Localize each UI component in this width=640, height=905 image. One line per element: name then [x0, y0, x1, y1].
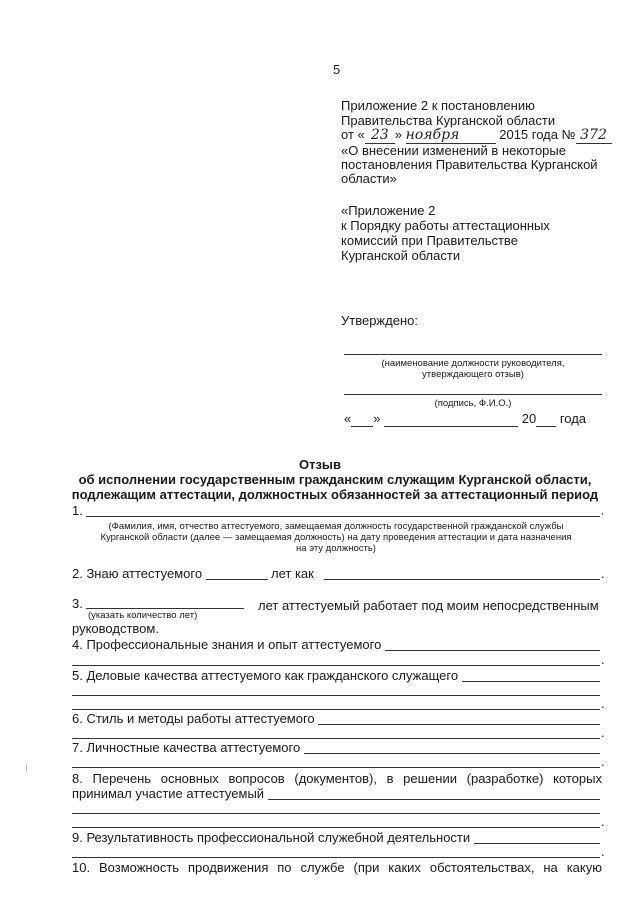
date-month-handwritten: ноября	[406, 128, 496, 144]
item-5-line-3	[72, 709, 600, 710]
header-line-5: постановления Правительства Курганской	[341, 157, 598, 172]
header-line-6: области»	[341, 171, 397, 186]
header-line-1: Приложение 2 к постановлению	[341, 98, 535, 113]
document-subtitle-1: об исполнении государственным гражданским служащим Курганской области,	[78, 472, 592, 487]
item-6-line-1	[318, 724, 600, 725]
item-3-years-line	[86, 608, 244, 609]
item-6-label: 6. Стиль и методы работы аттестуемого	[72, 711, 315, 726]
approval-date-close: »	[373, 411, 381, 426]
item-7-label: 7. Личностные качества аттестуемого	[72, 740, 301, 755]
item-1-hint-2: Курганской области (далее — замещаемая должность) на дату проведения аттестации и дата назначения	[100, 532, 572, 543]
item-9-line-2	[72, 857, 600, 858]
item-5-label: 5. Деловые качества аттестуемого как гражданского служащего	[72, 668, 459, 683]
item-8-fill-1	[268, 799, 600, 800]
item-9-line-1	[474, 843, 600, 844]
appendix-line-2: к Порядку работы аттестационных	[341, 218, 550, 233]
item-8-fill-2	[72, 813, 600, 814]
document-subtitle-2: подлежащим аттестации, должностных обязанностей за аттестационный период	[71, 487, 599, 502]
item-3-number: 3.	[72, 596, 83, 611]
item-8-fill-3	[72, 827, 600, 828]
item-5-line-2	[72, 695, 600, 696]
item-3-text: лет аттестуемый работает под моим непосредственным	[258, 598, 599, 613]
item-2-text-b: лет как	[271, 566, 314, 581]
signature-hint: (подпись, Ф.И.О.)	[434, 398, 512, 409]
doc-number-handwritten: 372	[576, 128, 612, 144]
appendix-line-3: комиссий при Правительстве	[341, 233, 518, 248]
item-4-line-2	[72, 665, 600, 666]
appendix-line-1: «Приложение 2	[341, 203, 436, 218]
item-7-line-1	[304, 753, 600, 754]
item-1-line	[86, 516, 600, 517]
approval-date-line	[344, 411, 586, 427]
item-4-label: 4. Профессиональные знания и опыт аттестуемого	[72, 637, 382, 652]
page-number: 5	[333, 62, 341, 77]
approval-date-open: «	[344, 411, 352, 426]
item-1-hint-1: (Фамилия, имя, отчество аттестуемого, замещаемая должность государственной гражданской службы	[108, 521, 564, 532]
item-2-text-a: 2. Знаю аттестуемого	[72, 566, 203, 581]
approver-position-line	[344, 354, 602, 355]
scan-mark	[26, 764, 27, 772]
item-2-years-line	[206, 579, 268, 580]
approved-label: Утверждено:	[341, 313, 418, 328]
item-8-line-2: принимал участие аттестуемый	[72, 786, 265, 801]
document-title: Отзыв	[298, 457, 342, 472]
appendix-line-4: Курганской области	[341, 248, 461, 263]
item-1-hint-3: на эту должность)	[296, 543, 376, 554]
item-2-as-line	[324, 579, 600, 580]
item-8-line-1: 8. Перечень основных вопросов (документов), в решении (разработке) которых	[72, 771, 602, 786]
header-line-2: Правительства Курганской области	[341, 113, 556, 128]
approval-year-prefix: 20	[521, 411, 537, 426]
date-from-prefix: от «	[341, 127, 365, 142]
item-6-line-2	[72, 738, 600, 739]
signature-line	[344, 394, 602, 395]
date-day-handwritten: 23	[365, 128, 395, 144]
header-line-4: «О внесении изменений в некоторые	[341, 143, 566, 158]
item-7-line-2	[72, 767, 600, 768]
date-mid: »	[394, 127, 402, 142]
approver-position-hint-2: утверждающего отзыв)	[422, 369, 524, 380]
item-10-line-1: 10. Возможность продвижения по службе (при каких обстоятельствах, на какую	[72, 860, 602, 875]
approval-year-suffix: года	[559, 411, 587, 426]
item-3-end: руководством.	[72, 621, 159, 636]
item-4-line-1	[385, 650, 600, 651]
item-3-hint: (указать количество лет)	[88, 610, 198, 621]
approver-position-hint-1: (наименование должности руководителя,	[381, 358, 565, 369]
item-5-line-1	[462, 681, 600, 682]
item-9-label: 9. Результативность профессиональной служебной деятельности	[72, 830, 471, 845]
item-1-number: 1.	[72, 503, 83, 518]
year-text: 2015 года №	[499, 127, 576, 142]
header-date-line	[341, 127, 612, 144]
